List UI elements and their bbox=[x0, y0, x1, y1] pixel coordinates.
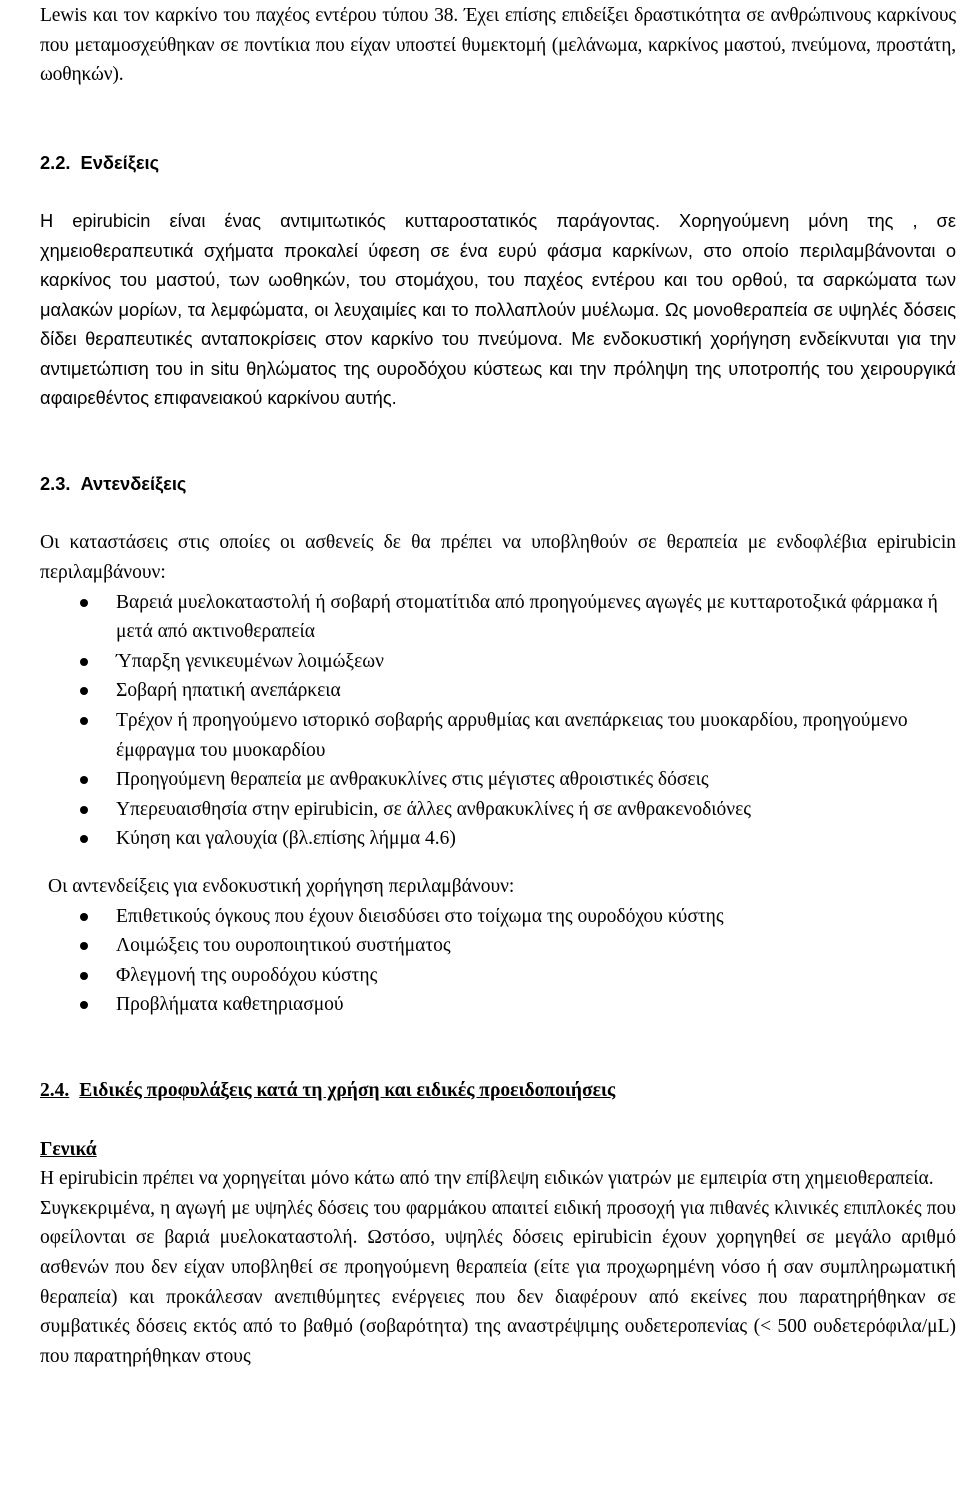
general-paragraph-2: Συγκεκριμένα, η αγωγή με υψηλές δόσεις του φαρμάκου απαιτεί ειδική προσοχή για πιθανές κλινικές επιπλοκές που οφείλονται σε βαριά μυελοκαταστολή. Ωστόσο, υψηλές δόσεις epirubicin έχουν χορηγηθεί σε μεγάλο αριθμό ασθενών που δεν είχαν υποβληθεί σε προηγούμενη θεραπεία (είτε για προχωρημένη νόσο ή σαν συμπληρωματική θεραπεία) και προκάλεσαν ανεπιθύμητες ενέργειες που δεν διαφέρουν από εκείνες που παρατηρήθηκαν σε συμβατικές δόσεις εκτός από το βαθμό (σοβαρότητα) της αναστρέψιμης ουδετεροπενίας (< 500 ουδετερόφιλα/μL) που παρατηρήθηκαν στους bbox=[40, 1197, 956, 1367]
intro-paragraph: Lewis και τον καρκίνο του παχέος εντέρου τύπου 38. Έχει επίσης επιδείξει δραστικότητα σε ανθρώπινους καρκίνους που μεταμοσχεύθηκαν σε ποντίκια που είχαν υποστεί θυμεκτομή (μελάνωμα, καρκίνος μαστού, πνεύμονα, προστάτη, ωοθηκών). bbox=[40, 5, 956, 86]
list-item: Προηγούμενη θεραπεία με ανθρακυκλίνες στις μέγιστες αθροιστικές δόσεις bbox=[40, 765, 956, 795]
section-number: 2.3. bbox=[40, 472, 71, 494]
section-title: Ειδικές προφυλάξεις κατά τη χρήση και ειδικές προειδοποιήσεις bbox=[79, 1079, 616, 1101]
list-item: Ύπαρξη γενικευμένων λοιμώξεων bbox=[40, 647, 956, 677]
section-2-2-heading bbox=[40, 148, 956, 178]
section-title: Ενδείξεις bbox=[80, 151, 160, 173]
section-number: 2.2. bbox=[40, 151, 71, 173]
subheading-general: Γενικά bbox=[40, 1138, 97, 1160]
list-item: Λοιμώξεις του ουροποιητικού συστήματος bbox=[40, 931, 956, 961]
section-2-3-heading bbox=[40, 469, 956, 499]
list-item: Υπερευαισθησία στην epirubicin, σε άλλες ανθρακυκλίνες ή σε ανθρακενοδιόνες bbox=[40, 795, 956, 825]
contraindications-list bbox=[40, 588, 956, 854]
section-title: Αντενδείξεις bbox=[80, 472, 187, 494]
section-2-2-body: Η epirubicin είναι ένας αντιμιτωτικός κυτταροστατικός παράγοντας. Χορηγούμενη μόνη της , σε χημειοθεραπευτικά σχήματα προκαλεί ύφεση σε ένα ευρύ φάσμα καρκίνων, στο οποίο περιλαμβάνονται ο καρκίνος του μαστού, των ωοθηκών, του στομάχου, του παχέος εντέρου και του ορθού, τα σαρκώματα των μαλακών μορίων, τα λεμφώματα, οι λευχαιμίες και το πολλαπλούν μυέλωμα. Ως μονοθεραπεία σε υψηλές δόσεις δίδει θεραπευτικές ανταποκρίσεις στον καρκίνο του πνεύμονα. Με ενδοκυστική χορήγηση ενδείκνυται για την αντιμετώπιση του in situ θηλώματος της ουροδόχου κύστεως και την πρόληψη της υποτροπής του χειρουργικά αφαιρεθέντος επιφανειακού καρκίνου αυτής. bbox=[40, 210, 956, 409]
contraindications-intro: Οι καταστάσεις στις οποίες οι ασθενείς δε θα πρέπει να υποβληθούν σε θεραπεία με ενδοφλέβια epirubicin περιλαμβάνουν: bbox=[40, 532, 956, 584]
general-paragraph-1: Η epirubicin πρέπει να χορηγείται μόνο κάτω από την επίβλεψη ειδικών γιατρών με εμπειρία στη χημειοθεραπεία. bbox=[40, 1168, 934, 1190]
list-item: Βαρειά μυελοκαταστολή ή σοβαρή στοματίτιδα από προηγούμενες αγωγές με κυτταροτοξικά φάρμακα ή μετά από ακτινοθεραπεία bbox=[40, 588, 956, 647]
list-item: Φλεγμονή της ουροδόχου κύστης bbox=[40, 961, 956, 991]
list-item: Επιθετικούς όγκους που έχουν διεισδύσει στο τοίχωμα της ουροδόχου κύστης bbox=[40, 902, 956, 932]
intravesical-contraindications-list bbox=[40, 902, 956, 1020]
list-item: Προβλήματα καθετηριασμού bbox=[40, 990, 956, 1020]
section-number: 2.4. bbox=[40, 1079, 70, 1101]
section-2-4-heading bbox=[40, 1076, 956, 1106]
document-page bbox=[40, 0, 956, 1371]
list-item: Κύηση και γαλουχία (βλ.επίσης λήμμα 4.6) bbox=[40, 824, 956, 854]
intravesical-contraindications-intro: Οι αντενδείξεις για ενδοκυστική χορήγηση περιλαμβάνουν: bbox=[48, 876, 515, 897]
list-item: Σοβαρή ηπατική ανεπάρκεια bbox=[40, 676, 956, 706]
list-item: Τρέχον ή προηγούμενο ιστορικό σοβαρής αρρυθμίας και ανεπάρκειας του μυοκαρδίου, προηγούμενο έμφραγμα του μυοκαρδίου bbox=[40, 706, 956, 765]
